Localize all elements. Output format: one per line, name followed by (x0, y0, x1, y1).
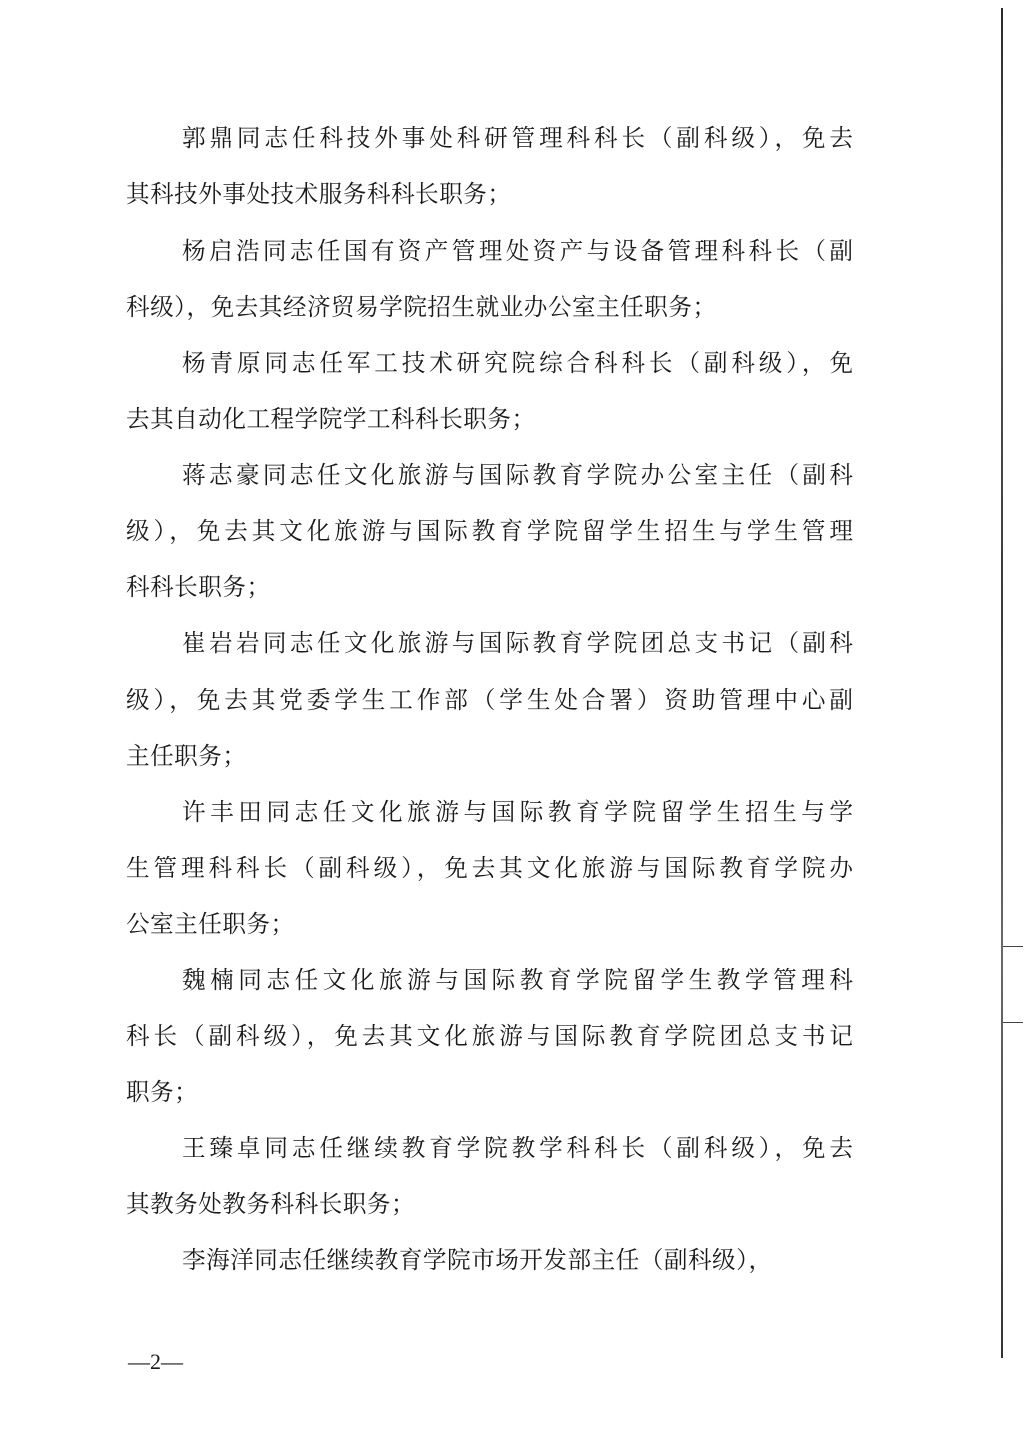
page-number: —2— (128, 1349, 183, 1374)
text-line: 科科长职务； (126, 573, 271, 601)
scan-edge-tick (1003, 946, 1023, 947)
text-line: 蒋志豪同志任文化旅游与国际教育学院办公室主任（副科 (182, 461, 853, 489)
text-line: 公室主任职务； (126, 910, 295, 938)
text-line: 科级），免去其经济贸易学院招生就业办公室主任职务； (126, 293, 717, 321)
text-line: 去其自动化工程学院学工科科长职务； (126, 405, 536, 433)
text-line: 科长（副科级），免去其文化旅游与国际教育学院团总支书记 (126, 1022, 853, 1050)
text-line: 李海洋同志任继续教育学院市场开发部主任（副科级）， (182, 1246, 773, 1274)
scan-edge-tick (1003, 1022, 1023, 1023)
scan-edge-line (1001, 8, 1003, 1358)
text-line: 崔岩岩同志任文化旅游与国际教育学院团总支书记（副科 (182, 629, 853, 657)
text-line: 杨启浩同志任国有资产管理处资产与设备管理科科长（副 (182, 237, 853, 265)
text-line: 级），免去其党委学生工作部（学生处合署）资助管理中心副 (126, 686, 853, 714)
text-line: 生管理科科长（副科级），免去其文化旅游与国际教育学院办 (126, 854, 853, 882)
text-line: 主任职务； (126, 742, 247, 770)
text-line: 魏楠同志任文化旅游与国际教育学院留学生教学管理科 (182, 966, 853, 994)
text-line: 郭鼎同志任科技外事处科研管理科科长（副科级），免去 (182, 124, 853, 152)
text-line: 级），免去其文化旅游与国际教育学院留学生招生与学生管理 (126, 517, 853, 545)
text-line: 职务； (126, 1078, 199, 1106)
text-line: 杨青原同志任军工技术研究院综合科科长（副科级），免 (182, 349, 853, 377)
text-line: 许丰田同志任文化旅游与国际教育学院留学生招生与学 (182, 798, 853, 826)
text-line: 王臻卓同志任继续教育学院教学科科长（副科级），免去 (182, 1134, 853, 1162)
text-line: 其教务处教务科科长职务； (126, 1190, 416, 1218)
text-line: 其科技外事处技术服务科科长职务； (126, 180, 512, 208)
